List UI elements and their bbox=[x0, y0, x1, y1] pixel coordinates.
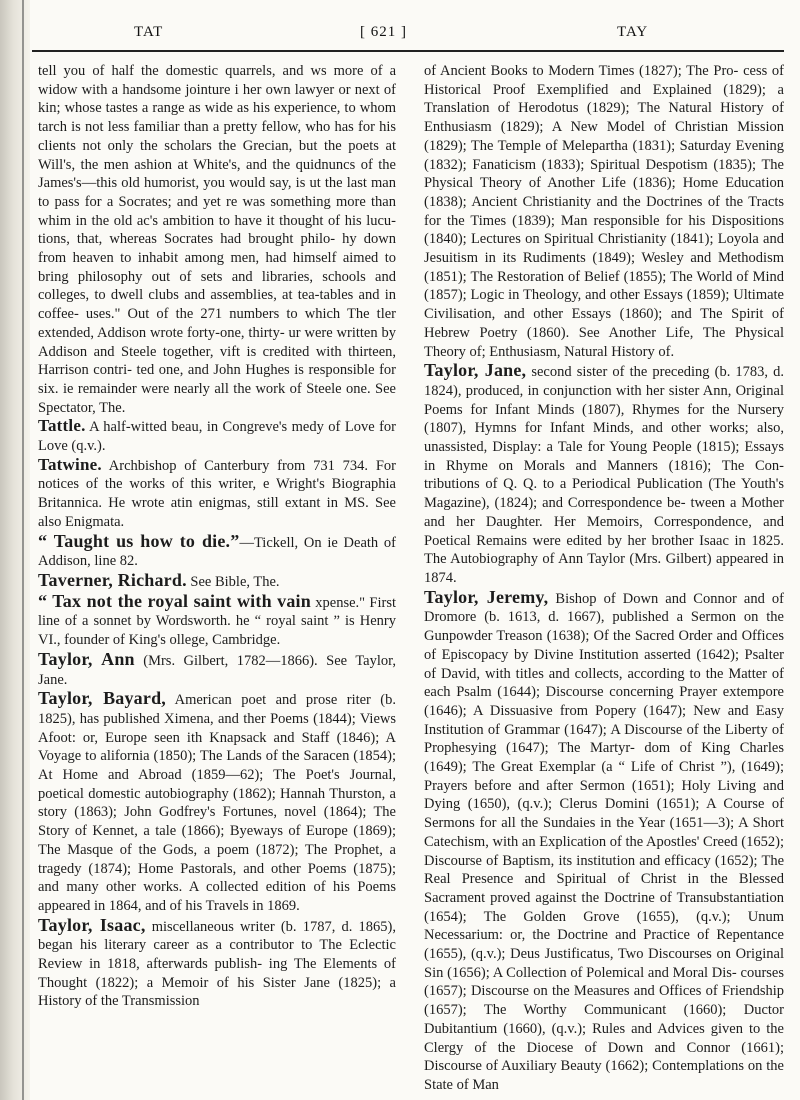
continuation-text: tell you of half the domestic quarrels, and ws more of a widow with a handsome jointure i her own lawyer or next of kin; whose tastes a range as wide as his experience, to whom tarch is not less familiar than a pretty fellow, who has for his clients not only the scholars the Grecian, but the poets at Will's, the men ashion at White's, and the quidnuncs of the James's—this old humorist, you would say, is ut the last man to pass for a Socrates; and yet re was something more than whim in the old ac's ambition to have it thought of his lucu- tions, that, whereas Socrates had brought philo- hy down from heaven to inhabit among men, had himself aimed to bring philosophy out of sets and libraries, schools and colleges, to dwell clubs and assemblies, at tea-tables and in coffee- uses." Out of the 271 numbers to which The tler extended, Addison wrote forty-one, thirty- ur were written by Addison and Steele together, vift is credited with thirteen, Harrison contri- ted one, and John Hughes is responsible for six. ie remainder were nearly all the work of Steele one. See Spectator, The. bbox=[38, 63, 396, 416]
continuation-text: of Ancient Books to Modern Times (1827); The Pro- cess of Historical Proof Exemplified and Explained (1829); a Translation of Herodotus (1829); The Natural History of Enthusiasm (1829); A New Model of Christian Mission (1829); The Temple of Melepartha (1831); Saturday Evening (1832); Fanaticism (1833); Spiritual Despotism (1835); The Physical Theory of Another Life (1836); Home Education (1838); Ancient Christianity and the Doctrines of the Tracts for the Times (1839); Man responsible for his Dispositions (1840); Lectures on Spiritual Christianity (1841); Loyola and Jesuitism in its Rudiments (1849); Wesley and Methodism (1851); The Restoration of Belief (1855); The World of Mind (1857); Logic in Theology, and other Essays (1859); Ultimate Civilisation, and other Essays (1860); and The Spirit of Hebrew Poetry (1860). See Another Life, The Physical Theory of; Enthusiasm, Natural History of. bbox=[424, 63, 784, 360]
entry-text: second sister of the preceding (b. 1783, d. 1824), produced, in conjunction with her sister Ann, Original Poems for Infant Minds (1807), Rhymes for the Nursery (1807), Hymns for Infant Minds, and other works; also, unassisted, Display: a Tale for Young People (1815); Essays in Rhyme on Morals and Manners (1816); The Con- tributions of Q. Q. to a Periodical Publication (The Youth's Magazine), (1824); and Correspondence be- tween a Mother and her Daughter. Her Memoirs, Correspondence, and Poetical Remains were edited by her brother Isaac in 1825. The Autobiography of Ann Taylor (Mrs. Gilbert) appeared in 1874. bbox=[424, 364, 784, 586]
entry-text: See Bible, The. bbox=[186, 573, 280, 590]
entry-taylor-isaac bbox=[38, 916, 396, 1012]
entry-taylor-jeremy bbox=[424, 588, 784, 1092]
entry-taverner-richard bbox=[38, 571, 396, 592]
entry-headword: “ Tax not the royal saint with vain bbox=[38, 590, 311, 611]
entry-tatwine bbox=[38, 456, 396, 532]
entry-text: miscellaneous writer (b. 1787, d. 1865), began his literary career as a contributor to The Eclectic Review in 1818, afterwards publish- ing The Elements of Thought (1822); a Memoir of his Sister Jane (1825); a History of the Transmission bbox=[38, 918, 396, 1010]
page-binding-edge bbox=[0, 0, 30, 1100]
entry-headword: Taylor, Bayard, bbox=[38, 688, 166, 709]
page-number: [ 621 ] bbox=[360, 24, 407, 40]
text-columns bbox=[32, 62, 784, 1092]
left-column bbox=[38, 62, 396, 1092]
entry-text: —Tickell, On ie Death of Addison, line 82. bbox=[38, 534, 396, 570]
entry-headword: “ Taught us how to die.” bbox=[38, 530, 240, 551]
entry-headword: Taylor, Ann bbox=[38, 648, 135, 669]
entry-taught-us-how-to-die bbox=[38, 532, 396, 571]
entry-taylor-ann bbox=[38, 650, 396, 689]
running-head-right: TAY bbox=[617, 24, 649, 40]
entry-text: Archbishop of Canterbury from 731 734. For notices of the works of this writer, e Wright's Biographia Britannica. He wrote atin enigmas, still extant in MS. See also Enigmata. bbox=[38, 457, 396, 530]
entry-tax-not-the-royal-saint bbox=[38, 592, 396, 650]
entry-headword: Taylor, Jeremy, bbox=[424, 586, 549, 607]
entry-headword: Tattle. bbox=[38, 416, 86, 436]
right-column bbox=[424, 62, 784, 1092]
running-head-left: TAT bbox=[134, 24, 164, 40]
entry-headword: Tatwine. bbox=[38, 454, 102, 474]
entry-text: (Mrs. Gilbert, 1782—1866). See Taylor, Jane. bbox=[38, 652, 396, 688]
entry-taylor-bayard bbox=[38, 689, 396, 915]
entry-text: A half-witted beau, in Congreve's medy of Love for Love (q.v.). bbox=[38, 419, 396, 455]
entry-tattle bbox=[38, 417, 396, 455]
entry-text: Bishop of Down and Connor and of Dromore (b. 1613, d. 1667), published a Sermon on the Gunpowder Treason (1638); Of the Sacred Order and Offices of Episcopacy by Divine Institution asserted (1642); Psalter of David, with titles and collects, according to the Matter of each Psalm (1644); Discourse concerning Prayer extempore (1646); A Dissuasive from Popery (1647); New and Easy Institution of Grammar (1647); A Discourse of the Liberty of Prophesying (1647); The Martyr- dom of King Charles (1649); The Great Exemplar (a “ Life of Christ ”), (1649); Prayers before and after Sermon (1651); Holy Living and Dying (1650), (q.v.); Clerus Domini (1651); A Course of Sermons for all the Sundaies in the Year (1651—3); A Short Catechism, with an Explication of the Apostles' Creed (1652); Discourse of Baptism, its institution and efficacy (1652); The Real Presence and Spiritual of Christ in the Blessed Sacrament proved against the Doctrine of Transubstantiation (1654); The Golden Grove (1655), (q.v.); Unum Necessarium: or, the Doctrine and Practice of Repentance (1655), (q.v.); Deus Justificatus, Two Discourses on Original Sin (1656); A Collection of Polemical and Moral Dis- courses (1657); Discourse on the Measures and Offices of Friendship (1657); The Worthy Communicant (1660); Ductor Dubitantium (1660), (q.v.); Rules and Advices given to the Clergy of the Diocese of Down and Connor (1661); Discourse of Auxiliary Beauty (1662); Contemplations on the State of Man bbox=[424, 590, 784, 1092]
entry-text: xpense." First line of a sonnet by Wordsworth. he “ royal saint ” is Henry VI., founder of King's ollege, Cambridge. bbox=[38, 594, 396, 649]
entry-headword: Taylor, Jane, bbox=[424, 360, 527, 381]
entry-taylor-jane bbox=[424, 361, 784, 587]
entry-headword: Taylor, Isaac, bbox=[38, 914, 146, 935]
page-header bbox=[32, 10, 784, 64]
header-rule bbox=[32, 50, 784, 52]
entry-text: American poet and prose riter (b. 1825), has published Ximena, and ther Poems (1844); Views Afoot: or, Europe seen ith Knapsack and Staff (1846); A Voyage to alifornia (1850); The Lands of the Saracen (1854); At Home and Abroad (1859—62); The Poet's Journal, poetical domestic autobiography (1862); Hannah Thurston, a story (1863); John Godfrey's Fortunes, novel (1864); The Story of Kennet, a tale (1866); Byeways of Europe (1869); The Masque of the Gods, a poem (1872); The Prophet, a tragedy (1874); Home Pastorals, and other Poems (1875); and many other works. A collected edition of his Poems appeared in 1864, and of his Travels in 1869. bbox=[38, 692, 396, 914]
entry-headword: Taverner, Richard. bbox=[38, 569, 187, 590]
